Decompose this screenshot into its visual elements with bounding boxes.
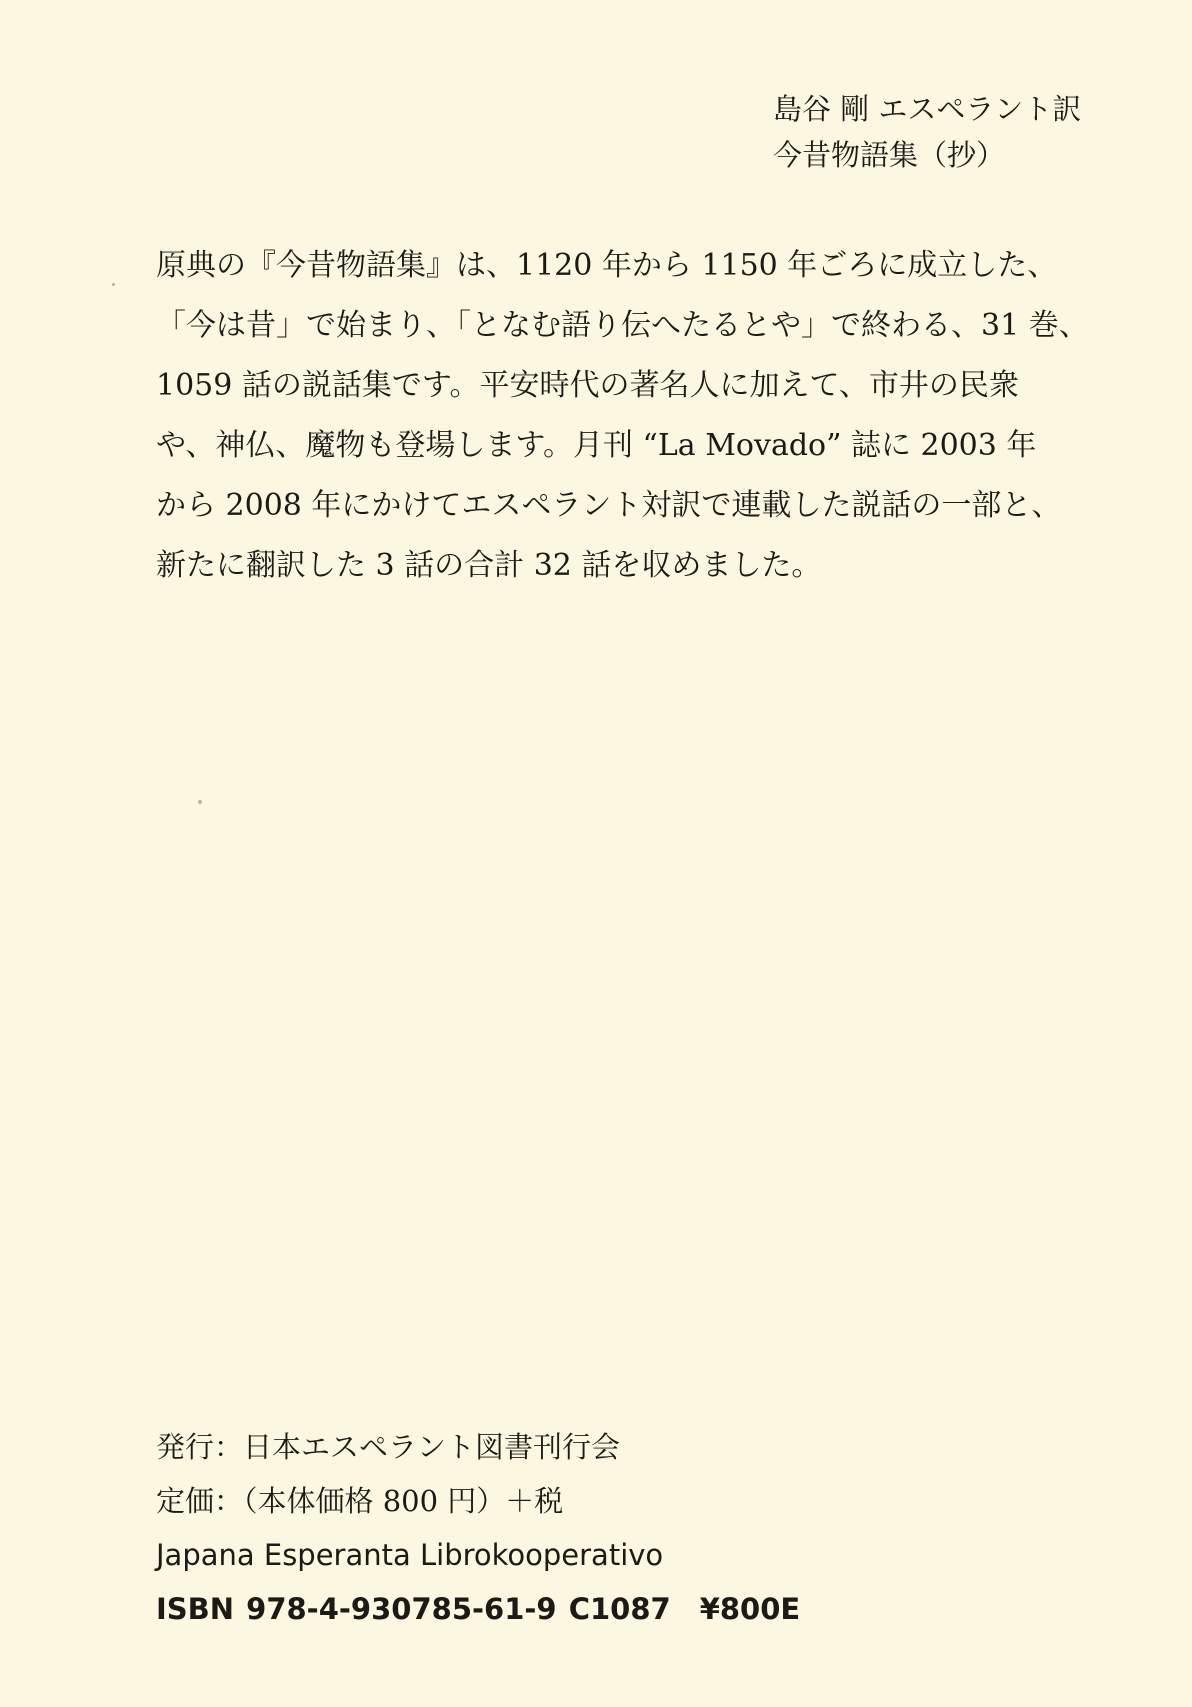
description-line: 1059 話の説話集です。平安時代の著名人に加えて、市井の民衆 (156, 368, 1019, 403)
paper-speck (112, 283, 115, 286)
title-block (773, 86, 1173, 178)
description-line: から 2008 年にかけてエスペラント対訳で連載した説話の一部と、 (156, 488, 1062, 523)
description-line: 「今は昔」で始まり、「となむ語り伝へたるとや」で終わる、31 巻、 (156, 308, 1089, 343)
description-line: 新たに翻訳した 3 話の合計 32 話を収めました。 (156, 548, 822, 583)
publisher-esperanto-line: Japana Esperanta Librokooperativo (156, 1538, 664, 1572)
translator-line: 島谷 剛 エスペラント訳 (773, 92, 1082, 126)
isbn-line: ISBN 978-4-930785-61-9 C1087 ¥800E (156, 1592, 801, 1626)
book-title: 今昔物語集（抄） (773, 138, 1006, 172)
colophon (156, 1420, 1056, 1636)
publisher-line: 発行：日本エスペラント図書刊行会 (156, 1430, 621, 1464)
paper-speck (198, 800, 202, 804)
price-line: 定価：（本体価格 800 円）＋税 (156, 1484, 564, 1518)
description-line: や、神仏、魔物も登場します。月刊 “La Movado” 誌に 2003 年 (156, 428, 1037, 463)
description-paragraph (156, 236, 1089, 596)
description-line: 原典の『今昔物語集』は、1120 年から 1150 年ごろに成立した、 (156, 248, 1058, 283)
